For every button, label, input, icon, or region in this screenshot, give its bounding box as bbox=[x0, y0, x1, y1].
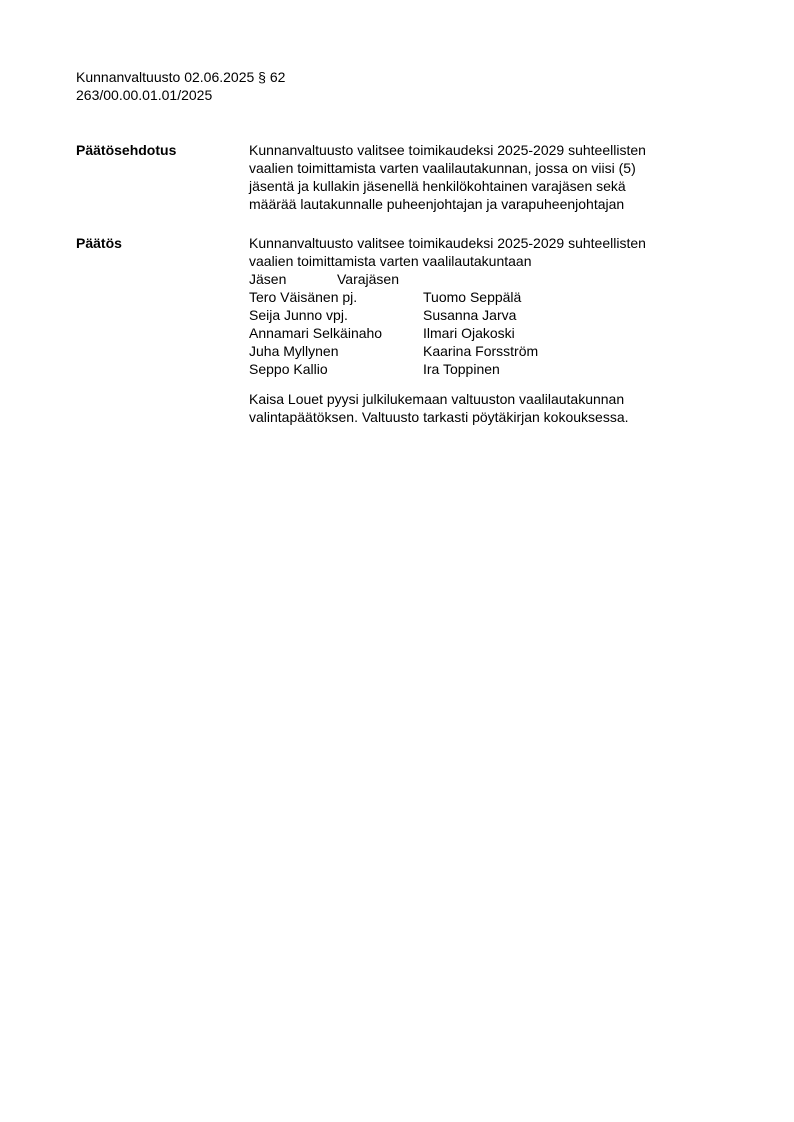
decision-line: Kunnanvaltuusto valitsee toimikaudeksi 2025-2029 suhteellisten bbox=[249, 235, 646, 251]
member-name: Juha Myllynen bbox=[249, 343, 339, 359]
proposal-text bbox=[249, 141, 719, 213]
deputy-name: Ira Toppinen bbox=[423, 361, 500, 377]
proposal-line: jäsentä ja kullakin jäsenellä henkilökohtainen varajäsen sekä bbox=[249, 178, 626, 194]
member-name: Seija Junno vpj. bbox=[249, 307, 348, 323]
proposal-label: Päätösehdotus bbox=[76, 142, 177, 158]
member-name: Tero Väisänen pj. bbox=[249, 289, 358, 305]
member-row bbox=[249, 360, 719, 378]
deputy-name: Susanna Jarva bbox=[423, 307, 517, 323]
deputy-name: Tuomo Seppälä bbox=[423, 289, 522, 305]
member-list bbox=[249, 270, 719, 378]
deputy-column-heading: Varajäsen bbox=[337, 271, 400, 287]
member-list-header bbox=[249, 270, 719, 288]
meeting-line: Kunnanvaltuusto 02.06.2025 § 62 bbox=[76, 69, 286, 85]
proposal-line: määrää lautakunnalle puheenjohtajan ja varapuheenjohtajan bbox=[249, 196, 625, 212]
paragraph-spacer bbox=[249, 378, 719, 390]
decision-line: vaalien toimittamista varten vaalilautakuntaan bbox=[249, 253, 532, 269]
member-name: Annamari Selkäinaho bbox=[249, 325, 383, 341]
decision-text bbox=[249, 234, 719, 426]
member-name: Seppo Kallio bbox=[249, 361, 328, 377]
document-header bbox=[76, 68, 285, 104]
member-row bbox=[249, 324, 719, 342]
deputy-name: Ilmari Ojakoski bbox=[423, 325, 515, 341]
decision-label: Päätös bbox=[76, 235, 122, 251]
deputy-name: Kaarina Forsström bbox=[423, 343, 539, 359]
closing-line: valintapäätöksen. Valtuusto tarkasti pöytäkirjan kokouksessa. bbox=[249, 409, 629, 425]
member-column-heading: Jäsen bbox=[249, 271, 287, 287]
record-number: 263/00.00.01.01/2025 bbox=[76, 87, 213, 103]
member-row bbox=[249, 288, 719, 306]
proposal-line: vaalien toimittamista varten vaalilautakunnan, jossa on viisi (5) bbox=[249, 160, 636, 176]
member-row bbox=[249, 342, 719, 360]
member-row bbox=[249, 306, 719, 324]
proposal-line: Kunnanvaltuusto valitsee toimikaudeksi 2025-2029 suhteellisten bbox=[249, 142, 646, 158]
closing-line: Kaisa Louet pyysi julkilukemaan valtuuston vaalilautakunnan bbox=[249, 391, 625, 407]
